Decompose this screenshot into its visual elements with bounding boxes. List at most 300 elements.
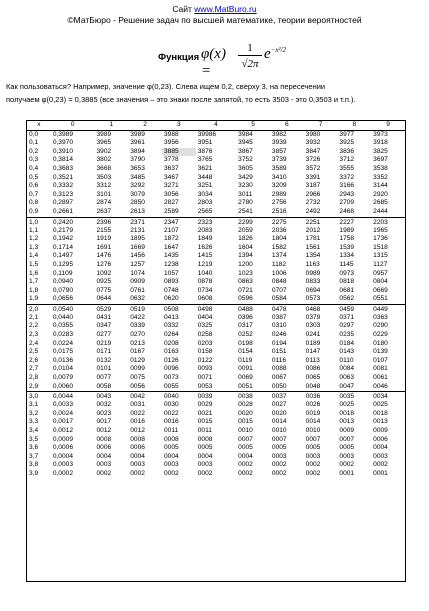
- row-label: 0,6: [29, 182, 39, 190]
- table-row: [27, 208, 405, 217]
- row-label: 2,2: [29, 322, 39, 330]
- table-cell: 0498: [196, 304, 236, 314]
- table-row: [27, 165, 405, 174]
- table-cell: 2492: [305, 207, 321, 215]
- table-cell: 0,0104: [52, 365, 73, 373]
- table-cell: 0,0440: [52, 313, 73, 321]
- table-cell: 0203: [197, 339, 213, 347]
- table-cell: 1127: [373, 260, 388, 268]
- table-cell: 0229: [373, 331, 388, 339]
- table-row: [27, 244, 405, 253]
- table-cell: 0008: [164, 435, 179, 443]
- row-label: 2,9: [29, 382, 39, 390]
- table-cell: 0005: [339, 444, 355, 452]
- table-cell: 0,0283: [52, 331, 73, 339]
- table-cell: 3945: [238, 139, 253, 147]
- table-cell: 0,1942: [52, 235, 73, 243]
- table-cell: 0119: [238, 356, 253, 364]
- table-cell: 2989: [271, 190, 287, 198]
- table-cell: 0,0175: [52, 348, 73, 356]
- table-cell: 1257: [130, 260, 145, 268]
- table-cell: 2943: [339, 190, 355, 198]
- table-cell: 3977: [339, 130, 355, 138]
- table-cell: 3857: [271, 147, 287, 155]
- table-cell: 2685: [373, 199, 388, 207]
- table-cell: 0833: [305, 278, 321, 286]
- table-cell: 0048: [305, 382, 321, 390]
- table-cell: 0002: [164, 469, 179, 477]
- table-cell: 3485: [130, 173, 145, 181]
- table-cell: 0002: [305, 469, 321, 477]
- row-label: 0,5: [29, 173, 39, 181]
- table-cell: 0,0060: [52, 382, 73, 390]
- table-cell: 0093: [197, 365, 213, 373]
- table-cell: 3352: [373, 173, 388, 181]
- table-cell: 0065: [305, 374, 321, 382]
- table-cell: 0,2661: [52, 207, 73, 215]
- table-row: [27, 444, 405, 453]
- table-cell: 0084: [339, 365, 355, 373]
- row-label: 1,2: [29, 235, 39, 243]
- table-cell: 3836: [339, 147, 355, 155]
- table-cell: 1691: [96, 243, 112, 251]
- table-cell: 0003: [271, 452, 287, 460]
- table-cell: 2083: [197, 226, 213, 234]
- table-cell: 0047: [339, 382, 355, 390]
- table-cell: 0804: [373, 278, 388, 286]
- table-cell: 0151: [271, 348, 287, 356]
- formula-word: Функция: [158, 52, 200, 63]
- phi-table: [26, 120, 406, 582]
- table-row: [27, 348, 405, 357]
- table-cell: 0022: [130, 409, 145, 417]
- table-cell: 0075: [130, 374, 145, 382]
- table-row: [27, 156, 405, 165]
- table-cell: 0091: [238, 365, 253, 373]
- table-cell: 0025: [339, 401, 355, 409]
- table-cell: 0863: [238, 278, 253, 286]
- table-cell: 0,0224: [52, 339, 73, 347]
- table-cell: 3825: [373, 147, 388, 155]
- table-cell: 3902: [96, 147, 112, 155]
- table-cell: 0,0006: [52, 444, 73, 452]
- table-cell: 0030: [164, 401, 179, 409]
- table-cell: 2637: [96, 207, 112, 215]
- table-cell: 0042: [128, 392, 162, 402]
- table-cell: 3932: [305, 139, 321, 147]
- row-label: 1,3: [29, 243, 39, 251]
- table-cell: 0011: [197, 427, 212, 434]
- table-cell: 3503: [96, 173, 112, 181]
- table-cell: 2803: [197, 199, 213, 207]
- table-cell: 0043: [95, 392, 129, 402]
- table-cell: 3790: [130, 156, 145, 164]
- row-label: 2,1: [29, 313, 39, 321]
- table-cell: 2516: [271, 207, 287, 215]
- table-cell: 2780: [238, 199, 253, 207]
- table-cell: 0039: [196, 392, 236, 402]
- table-cell: 1647: [164, 243, 179, 251]
- table-cell: 0,3814: [52, 156, 73, 164]
- table-cell: 0925: [96, 278, 112, 286]
- table-cell: 0005: [271, 444, 287, 452]
- table-cell: 0303: [305, 322, 321, 330]
- column-header: 7: [304, 121, 338, 130]
- table-cell: 0194: [271, 339, 287, 347]
- row-label: 0,2: [29, 147, 39, 155]
- table-cell: 1781: [305, 235, 321, 243]
- table-cell: 0058: [96, 382, 112, 390]
- formula-fraction: [238, 42, 262, 71]
- table-cell: 0171: [96, 348, 112, 356]
- table-cell: 39986: [197, 130, 217, 138]
- table-cell: 1092: [96, 269, 112, 277]
- column-header: 1: [95, 121, 129, 130]
- column-header: x: [27, 121, 51, 130]
- table-cell: 3802: [96, 156, 112, 164]
- table-cell: 0031: [130, 401, 145, 409]
- table-cell: 3894: [130, 147, 145, 155]
- table-cell: 3752: [238, 156, 253, 164]
- table-cell: 0,3989: [52, 130, 73, 138]
- table-cell: 1219: [197, 260, 213, 268]
- row-label: 3,0: [27, 392, 51, 402]
- table-cell: 0167: [130, 348, 145, 356]
- table-cell: 1872: [164, 235, 179, 243]
- table-cell: 0488: [236, 304, 270, 314]
- table-cell: 0396: [238, 313, 253, 321]
- table-cell: 3101: [96, 190, 112, 198]
- row-label: 1,8: [29, 286, 39, 294]
- table-row: [27, 461, 405, 470]
- table-cell: 2371: [128, 217, 162, 227]
- table-cell: 0909: [130, 278, 145, 286]
- table-cell: 0,2897: [52, 199, 73, 207]
- table-cell: 0,0136: [52, 356, 73, 364]
- table-row: [27, 227, 405, 236]
- table-cell: 0180: [373, 339, 388, 347]
- table-row: [27, 252, 405, 261]
- table-cell: 0508: [162, 304, 196, 314]
- table-cell: 0013: [373, 418, 388, 426]
- table-row: [27, 470, 405, 479]
- table-cell: 3989: [130, 130, 145, 138]
- table-cell: 1604: [238, 243, 253, 251]
- table-cell: 0036: [304, 392, 338, 402]
- table-cell: 1023: [238, 269, 253, 277]
- row-label: 3,9: [29, 469, 39, 477]
- table-cell: 2966: [305, 190, 321, 198]
- table-cell: 3712: [339, 156, 355, 164]
- table-cell: 0519: [128, 304, 162, 314]
- table-cell: 0431: [96, 313, 112, 321]
- table-cell: 0,3970: [52, 139, 73, 147]
- table-cell: 3605: [238, 164, 253, 172]
- row-label: 2,0: [27, 304, 51, 314]
- table-row: [27, 278, 405, 287]
- table-cell: 0081: [373, 365, 388, 373]
- table-cell: 1804: [271, 235, 287, 243]
- table-cell: 0053: [197, 382, 213, 390]
- table-cell: 3410: [271, 173, 287, 181]
- table-cell: 0,0004: [52, 452, 73, 460]
- table-cell: 0,0790: [52, 286, 73, 294]
- table-cell: 2541: [238, 207, 253, 215]
- table-cell: 0010: [271, 427, 287, 434]
- table-cell: 3956: [164, 139, 179, 147]
- row-label: 2,4: [29, 339, 39, 347]
- table-cell: 0290: [373, 322, 388, 330]
- table-cell: 0002: [238, 461, 253, 469]
- table-cell: 0001: [373, 469, 388, 477]
- table-cell: 0,1109: [52, 269, 73, 277]
- table-cell: 0113: [305, 356, 320, 364]
- table-cell: 2709: [339, 199, 355, 207]
- table-cell: 0051: [238, 382, 253, 390]
- table-cell: 0027: [271, 401, 287, 409]
- table-cell: 0387: [271, 313, 287, 321]
- table-cell: 1074: [130, 269, 145, 277]
- table-cell: 0021: [197, 409, 213, 417]
- table-cell: 0478: [270, 304, 304, 314]
- row-label: 3,7: [29, 452, 39, 460]
- table-cell: 0073: [164, 374, 179, 382]
- table-row: [27, 314, 405, 323]
- table-cell: 0002: [339, 461, 355, 469]
- table-cell: 0003: [164, 461, 179, 469]
- row-label: 0,3: [29, 156, 39, 164]
- table-cell: 0013: [339, 418, 355, 426]
- table-cell: 0468: [304, 304, 338, 314]
- table-cell: 3555: [339, 164, 355, 172]
- table-cell: 0878: [197, 278, 213, 286]
- table-cell: 1849: [197, 235, 213, 243]
- table-cell: 3726: [305, 156, 321, 164]
- table-cell: 0198: [238, 339, 253, 347]
- table-cell: 0010: [238, 427, 253, 434]
- table-cell: 0003: [197, 461, 213, 469]
- formula-denominator: √2π: [241, 58, 259, 70]
- row-label: 0,0: [29, 130, 39, 138]
- table-cell: 0,0079: [52, 374, 73, 382]
- table-row: [27, 217, 405, 227]
- table-cell: 0775: [96, 286, 112, 294]
- table-cell: 0002: [197, 469, 213, 477]
- table-row: [27, 304, 405, 314]
- table-cell: 0,0033: [52, 401, 73, 409]
- table-row: [27, 357, 405, 366]
- table-cell: 0,0656: [52, 295, 73, 303]
- table-cell: 2874: [96, 199, 112, 207]
- table-cell: 0122: [197, 356, 213, 364]
- table-cell: 1315: [373, 252, 388, 260]
- table-row: [27, 148, 405, 157]
- table-cell: 0347: [96, 322, 112, 330]
- table-cell: 0026: [305, 401, 321, 409]
- table-cell: 2827: [164, 199, 179, 207]
- table-cell: 0310: [271, 322, 287, 330]
- table-cell: 0077: [96, 374, 112, 382]
- table-cell: 3918: [373, 139, 388, 147]
- table-cell: 0056: [130, 382, 145, 390]
- table-cell: 0029: [197, 401, 213, 409]
- table-cell: 2012: [305, 226, 321, 234]
- table-row: [27, 374, 405, 383]
- table-cell: 0184: [339, 339, 355, 347]
- table-cell: 0562: [339, 295, 355, 303]
- table-cell: 0126: [164, 356, 179, 364]
- table-cell: 1040: [197, 269, 213, 277]
- table-cell: 0573: [305, 295, 321, 303]
- table-cell: 0005: [305, 444, 321, 452]
- table-cell: 3939: [271, 139, 287, 147]
- table-cell: 0459: [337, 304, 371, 314]
- table-cell: 3292: [130, 182, 145, 190]
- table-cell: 0069: [238, 374, 253, 382]
- table-cell: 0005: [238, 444, 253, 452]
- table-cell: 2589: [164, 207, 179, 215]
- table-cell: 2920: [373, 190, 388, 198]
- table-cell: 1057: [164, 269, 179, 277]
- table-cell: 0116: [271, 356, 287, 364]
- table-cell: 3372: [339, 173, 355, 181]
- table-cell: 3668: [96, 164, 112, 172]
- row-label: 2,6: [29, 356, 39, 364]
- row-label: 0,4: [29, 164, 39, 172]
- table-cell: 0317: [238, 322, 253, 330]
- table-cell: 0003: [96, 461, 112, 469]
- table-cell: 2203: [371, 217, 405, 227]
- row-label: 1,1: [29, 226, 39, 234]
- table-cell: 1669: [130, 243, 145, 251]
- column-header: 3: [162, 121, 196, 130]
- table-cell: 0014: [305, 418, 321, 426]
- table-cell: 0040: [162, 392, 196, 402]
- table-cell: 0022: [164, 409, 179, 417]
- table-cell: 1826: [238, 235, 253, 243]
- row-label: 0,8: [29, 199, 39, 207]
- row-label: 1,6: [29, 269, 39, 277]
- table-cell: 2323: [196, 217, 236, 227]
- table-cell: 1354: [305, 252, 321, 260]
- exponent-base: e: [264, 46, 271, 62]
- table-row: [27, 410, 405, 419]
- table-row: [27, 427, 405, 436]
- table-cell: 0,3123: [52, 190, 73, 198]
- table-cell: 0,0012: [52, 427, 73, 434]
- table-cell: 3079: [130, 190, 145, 198]
- subtitle: ©МатБюро - Решение задач по высшей математике, теории вероятностей: [67, 15, 362, 25]
- table-cell: 0107: [373, 356, 388, 364]
- table-cell: 0016: [164, 418, 179, 426]
- table-cell: 2251: [304, 217, 338, 227]
- table-cell: 3973: [373, 130, 388, 138]
- table-cell: 0413: [164, 313, 179, 321]
- table-cell: 0099: [130, 365, 145, 373]
- table-row: [27, 392, 405, 402]
- table-cell: 2299: [236, 217, 270, 227]
- table-row: [27, 383, 405, 392]
- table-cell: 0957: [373, 269, 388, 277]
- instruction-line-2: получаем φ(0,23) = 0,3885 (все значения – это знаки после запятой, то есть 3503 - это 0,3503 и т.п.).: [6, 95, 356, 104]
- table-cell: 0893: [164, 278, 179, 286]
- table-cell: 3980: [305, 130, 321, 138]
- table-cell: 0154: [238, 348, 253, 356]
- table-cell: 0004: [130, 452, 145, 460]
- site-link[interactable]: www.MatBuro.ru: [194, 4, 257, 14]
- table-cell: 0096: [164, 365, 179, 373]
- table-cell: 0020: [271, 409, 287, 417]
- table-cell: 0037: [270, 392, 304, 402]
- table-cell: 3989: [96, 130, 112, 138]
- table-cell: 0002: [271, 469, 287, 477]
- table-cell: 0034: [371, 392, 405, 402]
- table-cell: 0332: [164, 322, 179, 330]
- table-cell: 3251: [197, 182, 213, 190]
- table-cell: 0016: [130, 418, 145, 426]
- table-cell: 0219: [96, 339, 112, 347]
- row-label: 0,7: [29, 190, 39, 198]
- site-prefix: Сайт: [172, 4, 195, 14]
- table-cell: 2036: [271, 226, 287, 234]
- table-cell: 3988: [164, 130, 179, 138]
- row-label: 2,7: [29, 365, 39, 373]
- table-cell: 1561: [305, 243, 321, 251]
- table-cell: 3739: [271, 156, 287, 164]
- table-cell: 1736: [373, 235, 388, 243]
- table-row: [27, 322, 405, 331]
- table-cell: 1145: [339, 260, 354, 268]
- table-cell: 0748: [164, 286, 179, 294]
- table-cell: 0,0355: [52, 322, 73, 330]
- table-cell: 3697: [373, 156, 388, 164]
- table-cell: 0004: [164, 452, 179, 460]
- row-label: 3,5: [29, 435, 39, 443]
- table-cell: 0734: [197, 286, 213, 294]
- table-row: [27, 418, 405, 427]
- row-label: 2,5: [29, 348, 39, 356]
- table-cell: 0101: [96, 365, 112, 373]
- table-cell: 2850: [130, 199, 145, 207]
- table-cell: 0132: [96, 356, 112, 364]
- table-cell: 0189: [305, 339, 321, 347]
- table-cell: 3312: [96, 182, 112, 190]
- table-cell: 1539: [339, 243, 355, 251]
- table-cell: 1476: [96, 252, 112, 260]
- table-cell: 0055: [164, 382, 179, 390]
- table-cell: 0,0024: [52, 409, 73, 417]
- column-header: 9: [371, 121, 405, 130]
- table-cell: 3271: [164, 182, 179, 190]
- table-cell: 3538: [373, 164, 388, 172]
- table-row: [27, 365, 405, 374]
- table-cell: 0005: [164, 444, 179, 452]
- table-cell: 3925: [339, 139, 355, 147]
- table-cell: 3984: [238, 130, 253, 138]
- fraction-bar: [238, 55, 262, 56]
- table-cell: 0012: [96, 427, 112, 434]
- table-row: [27, 295, 405, 304]
- table-row: [27, 287, 405, 296]
- table-cell: 0761: [130, 286, 145, 294]
- table-cell: 0003: [130, 461, 145, 469]
- table-cell: 0015: [238, 418, 253, 426]
- table-cell: 1895: [130, 235, 145, 243]
- table-cell: 0007: [305, 435, 321, 443]
- table-cell: 0163: [164, 348, 179, 356]
- table-cell: 0063: [339, 374, 355, 382]
- table-row: [27, 191, 405, 200]
